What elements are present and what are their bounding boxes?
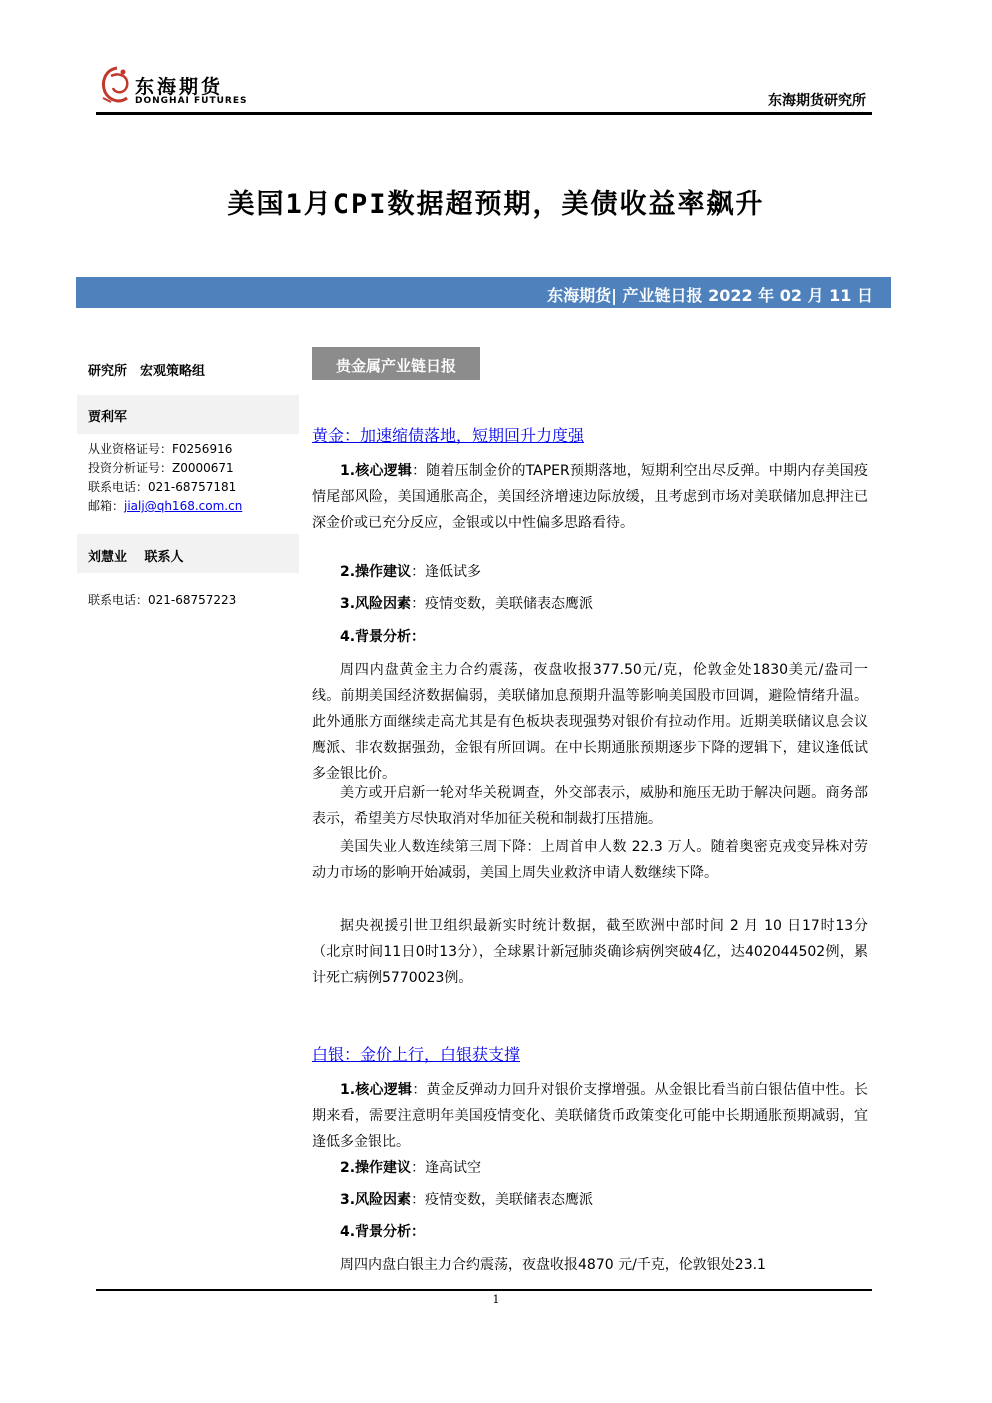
footer-divider	[96, 1289, 872, 1291]
gold-bg-label-text: 4.背景分析：	[340, 629, 426, 645]
silver-background-para: 周四内盘白银主力合约震荡，夜盘收报4870 元/千克，伦敦银处23.1	[340, 1257, 766, 1273]
silver-risk-text: ：疫情变数，美联储表态鹰派	[411, 1192, 594, 1208]
gold-logic-text: ：随着压制金价的TAPER预期落地，短期利空出尽反弹。中期内存美国疫情尾部风险，美国通胀高企，美国经济增速边际放缓，且考虑到市场对美联储加息押注已深金价或已充分反应，金银或以中性偏多思路看待。	[312, 463, 868, 531]
section-badge-text: 贵金属产业链日报	[335, 357, 456, 375]
page-number: 1	[492, 1293, 500, 1306]
silver-section-title[interactable]: 白银：金价上行，白银获支撑	[312, 1045, 521, 1064]
email-label: 邮箱：	[88, 499, 125, 513]
silver-logic-text: ：黄金反弹动力回升对银价支撑增强。从金银比看当前白银估值中性。长期来看，需要注意明年美国疫情变化、美联储货币政策变化可能中长期通胀预期减弱，宜逢低多金银比。	[312, 1082, 869, 1150]
silver-logic-label: 1.核心逻辑	[340, 1082, 413, 1098]
institute-name: 东海期货研究所	[768, 93, 866, 109]
report-date-text: 东海期货| 产业链日报 2022 年 02 月 11 日	[547, 286, 873, 305]
section-badge	[312, 347, 480, 380]
silver-bg-label-text: 4.背景分析：	[340, 1224, 426, 1240]
logo-text-en: DONGHAI FUTURES	[135, 96, 248, 106]
gold-section-title[interactable]: 黄金：加速缩债落地，短期回升力度强	[312, 426, 585, 445]
analyst-phone: 联系电话：021-68757181	[88, 480, 237, 494]
company-logo	[97, 64, 248, 110]
gold-background-label	[312, 624, 868, 650]
silver-core-logic	[312, 1077, 868, 1155]
silver-advice	[312, 1155, 868, 1181]
analyst-email	[88, 497, 242, 514]
gold-core-logic	[312, 458, 868, 536]
gold-risk	[312, 591, 868, 617]
gold-risk-label: 3.风险因素	[340, 596, 412, 612]
gold-advice	[312, 559, 868, 585]
header-divider	[96, 112, 872, 115]
dragon-logo-icon	[97, 64, 137, 106]
gold-background-para: 美方或开启新一轮对华关税调查，外交部表示，威胁和施压无助于解决问题。商务部表示，希望美方尽快取消对华加征关税和制裁打压措施。	[312, 785, 868, 827]
silver-advice-label: 2.操作建议	[340, 1160, 412, 1176]
gold-advice-text: ：逢低试多	[411, 564, 482, 580]
analyst-qualification: 从业资格证号：F0256916	[88, 442, 233, 456]
silver-risk-label: 3.风险因素	[340, 1192, 412, 1208]
email-link[interactable]: jialj@qh168.com.cn	[124, 499, 243, 513]
analyst-investment-cert: 投资分析证号：Z0000671	[88, 461, 234, 475]
gold-background-para: 美国失业人数连续第三周下降：上周首申人数 22.3 万人。随着奥密克戎变异株对劳动力市场的影响开始减弱，美国上周失业救济申请人数继续下降。	[312, 839, 868, 881]
silver-background-label	[312, 1219, 868, 1245]
silver-risk	[312, 1187, 868, 1213]
contact-name: 刘慧业 联系人	[88, 550, 184, 565]
logo-text-cn: 东海期货	[135, 76, 224, 98]
gold-background-para: 周四内盘黄金主力合约震荡，夜盘收报377.50元/克，伦敦金处1830美元/盎司一线。前期美国经济数据偏弱，美联储加息预期升温等影响美国股市回调，避险情绪升温。此外通胀方面继续走高尤其是有色板块表现强势对银价有拉动作用。近期美联储议息会议鹰派、非农数据强劲，金银有所回调。在中长期通胀预期逐步下降的逻辑下，建议逢低试多金银比价。	[312, 662, 868, 782]
sidebar-department: 研究所 宏观策略组	[88, 364, 206, 379]
contact-phone: 联系电话：021-68757223	[88, 593, 237, 607]
gold-background-para: 据央视援引世卫组织最新实时统计数据，截至欧洲中部时间 2 月 10 日17时13分（北京时间11日0时13分），全球累计新冠肺炎确诊病例突破4亿，达402044502例，累计死亡病例5770023例。	[312, 918, 868, 986]
analyst-name: 贾利军	[88, 410, 128, 425]
gold-logic-label: 1.核心逻辑	[340, 463, 413, 479]
silver-advice-text: ：逢高试空	[411, 1160, 482, 1176]
gold-risk-text: ：疫情变数，美联储表态鹰派	[411, 596, 594, 612]
document-title: 美国1月CPI数据超预期，美债收益率飙升	[227, 189, 765, 220]
gold-advice-label: 2.操作建议	[340, 564, 412, 580]
report-date-bar	[76, 277, 891, 308]
